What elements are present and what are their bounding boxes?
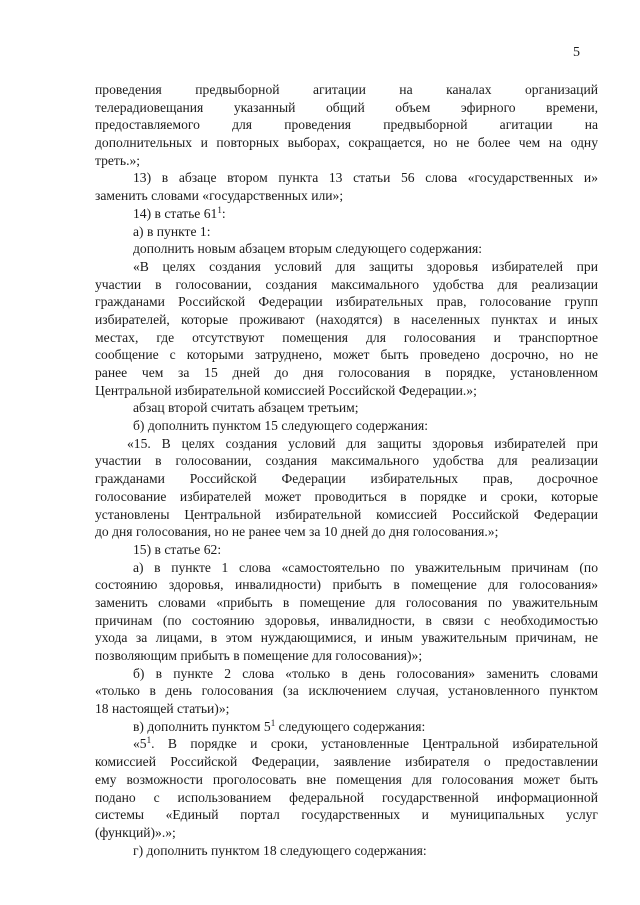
text-line: «только в день голосования (за исключением случая, установленного пунктом	[95, 683, 598, 699]
text-line: «15. В целях создания условий для защиты здоровья избирателей при	[127, 435, 598, 451]
document-body	[95, 81, 598, 859]
text-line: 14) в статье $61^1$:	[133, 204, 226, 221]
text-line: причинам (по состоянию здоровья, инвалидности, в связи с необходимостью	[95, 612, 598, 628]
superscript: 1	[270, 717, 276, 728]
text-line: 18 настоящей статьи)»;	[95, 701, 230, 717]
text-line: абзац второй считать абзацем третьим;	[133, 400, 359, 416]
page-number: 5	[573, 45, 580, 60]
text-line: дополнительных и повторных выборах, сокращается, но не более чем на одну	[95, 135, 598, 151]
text-line: «$5^1$. В порядке и сроки, установленные Центральной избирательной	[133, 735, 598, 752]
text-line: предоставляемого для проведения предвыборной агитации на	[95, 117, 598, 133]
text-line: участии в голосовании, создания максимального удобства для реализации	[95, 453, 598, 469]
text-line: Центральной избирательной комиссией Российской Федерации.»;	[95, 382, 477, 398]
text-line: г) дополнить пунктом 18 следующего содержания:	[133, 842, 427, 858]
text-line: комиссией Российской Федерации, заявление избирателя о предоставлении	[95, 754, 598, 770]
text-line: избирателей, которые проживают (находятся) в населенных пунктах и иных	[95, 311, 598, 327]
text-line: голосование избирателей может проводиться в порядке и сроки, которые	[95, 488, 598, 504]
text-line: заменить словами «государственных или»;	[95, 188, 344, 204]
text-line: установлены Центральной избирательной комиссией Российской Федерации	[95, 506, 598, 522]
text-line: подано с использованием федеральной государственной информационной	[95, 789, 598, 805]
text-line: заменить словами «прибыть в помещение для голосования по уважительным	[95, 594, 598, 610]
text-line: а) в пункте 1:	[133, 223, 211, 239]
text-line: ему возможности проголосовать вне помещения для голосования может быть	[95, 771, 598, 787]
text-line: местах, где отсутствуют помещения для голосования и транспортное	[95, 329, 598, 345]
text-line: проведения предвыборной агитации на каналах организаций	[95, 82, 598, 97]
text-line: а) в пункте 1 слова «самостоятельно по уважительным причинам (по	[133, 559, 598, 575]
text-line: ухода за лицами, в этом нуждающимися, и иным уважительным причинам, не	[95, 630, 598, 646]
text-line: «В целях создания условий для защиты здоровья избирателей при	[133, 258, 598, 274]
text-line: состоянию здоровья, инвалидности) прибыть в помещение для голосования»	[95, 577, 598, 593]
superscript: 1	[217, 204, 222, 215]
text-line: 15) в статье 62:	[133, 541, 222, 557]
text-line: ранее чем за 15 дней до дня голосования в порядке, установленном	[95, 365, 598, 380]
text-line: до дня голосования, но не ранее чем за 10 дней до дня голосования.»;	[95, 524, 499, 540]
text-line: гражданами Российской Федерации избирательных прав, голосование групп	[95, 294, 598, 310]
text-line: позволяющим прибыть в помещение для голосования)»;	[95, 648, 423, 663]
text-line: участии в голосовании, создания максимального удобства для реализации	[95, 276, 598, 292]
text-line: б) в пункте 2 слова «только в день голосования» заменить словами	[133, 665, 598, 681]
text-line: 13) в абзаце втором пункта 13 статьи 56 слова «государственных и»	[133, 170, 598, 186]
text-line: треть.»;	[95, 152, 141, 168]
text-line: системы «Единый портал государственных и муниципальных услуг	[95, 807, 598, 823]
text-line: б) дополнить пунктом 15 следующего содержания:	[133, 418, 429, 434]
text-line: телерадиовещания указанный общий объем эфирного времени,	[95, 99, 598, 115]
superscript: 1	[146, 735, 152, 746]
text-line: гражданами Российской Федерации избирательных прав, досрочное	[95, 471, 598, 487]
text-line: (функций)».»;	[95, 824, 176, 840]
text-line: сообщение с которыми затруднено, может быть проведено досрочно, но не	[95, 347, 598, 363]
text-line: в) дополнить пунктом $5^1$ следующего содержания:	[133, 717, 426, 734]
text-line: дополнить новым абзацем вторым следующего содержания:	[133, 241, 482, 257]
